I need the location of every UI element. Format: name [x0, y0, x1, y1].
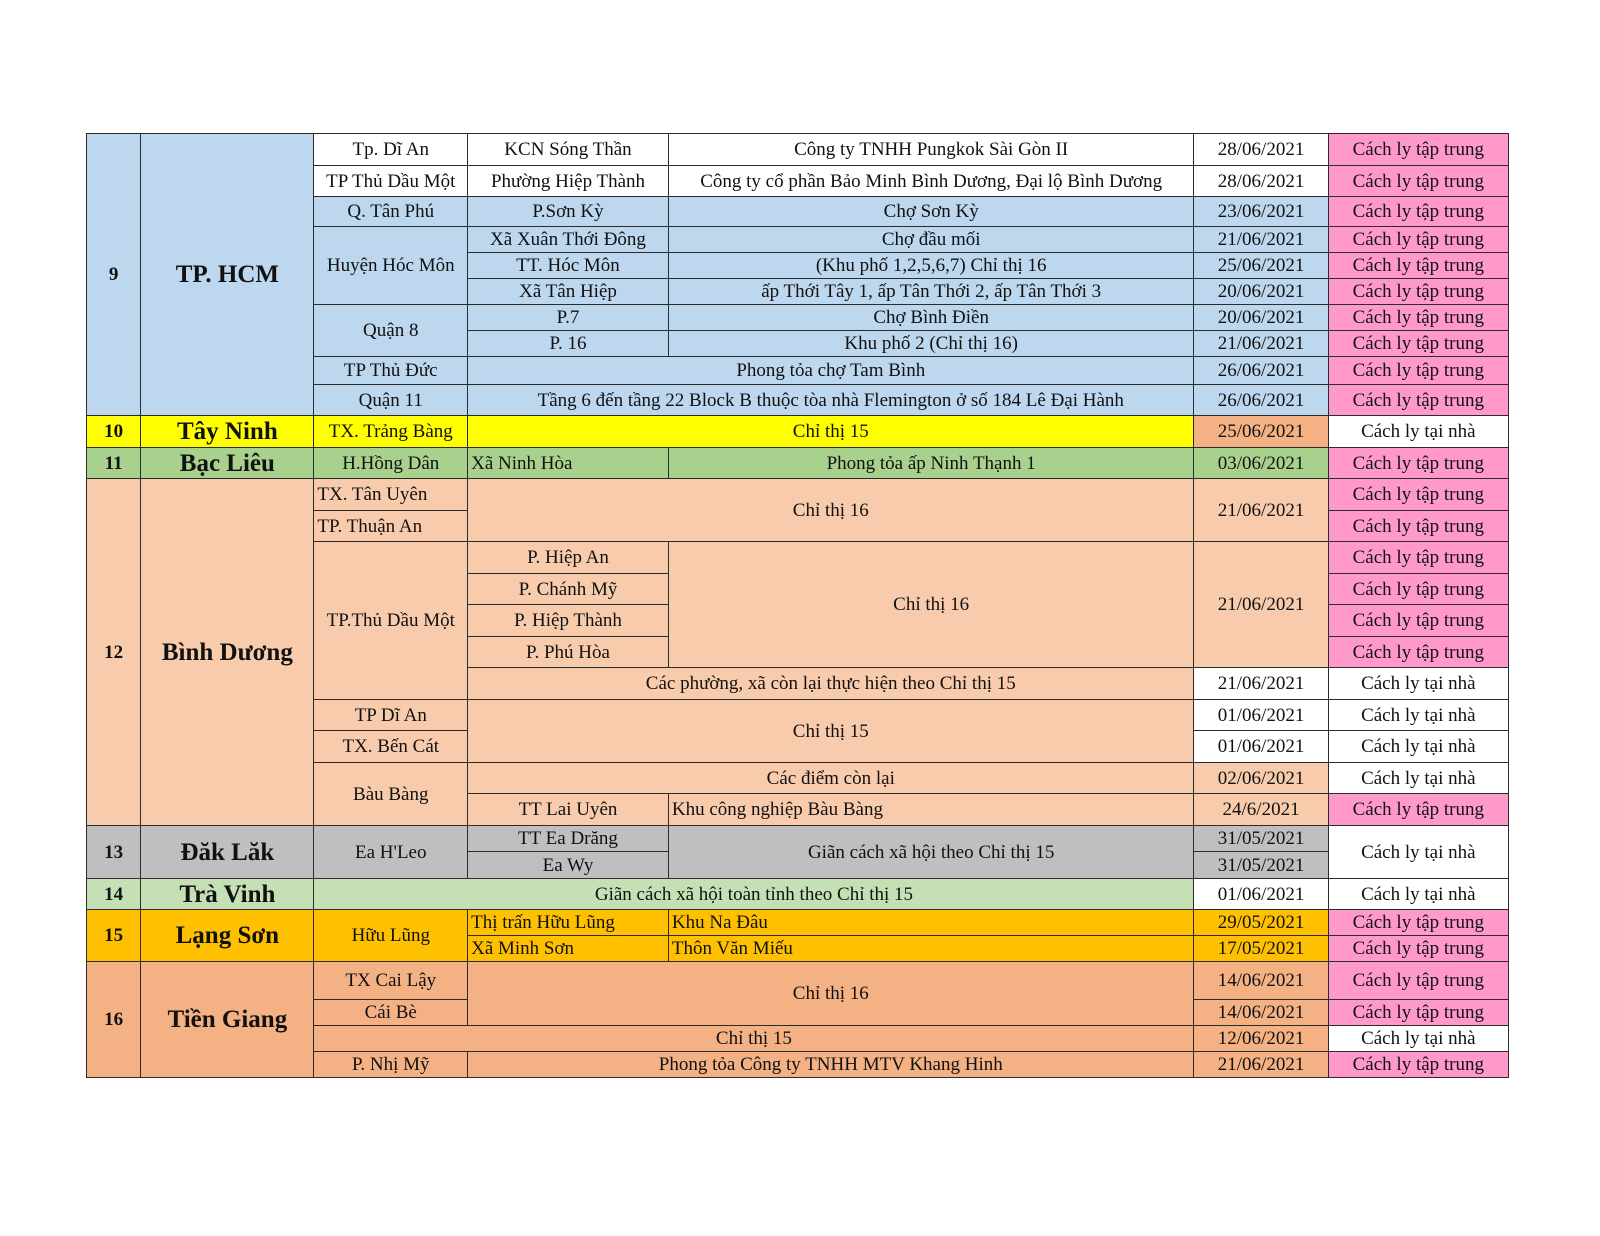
ward-cell: TT Ea Drăng	[468, 826, 669, 852]
place-cell: Chỉ thị 16	[468, 479, 1194, 542]
status-cell: Cách ly tại nhà	[1328, 1026, 1508, 1052]
ward-cell: Xã Tân Hiệp	[468, 279, 669, 305]
district-cell: Bàu Bàng	[314, 763, 468, 826]
status-cell: Cách ly tập trung	[1328, 542, 1508, 574]
place-cell: Các điểm còn lại	[468, 763, 1194, 794]
province-name: Tiền Giang	[141, 962, 314, 1078]
status-cell: Cách ly tập trung	[1328, 166, 1508, 197]
place-cell: Giãn cách xã hội theo Chỉ thị 15	[668, 826, 1194, 879]
status-cell: Cách ly tập trung	[1328, 479, 1508, 511]
place-cell: Khu phố 2 (Chỉ thị 16)	[668, 331, 1194, 357]
ward-cell: Xã Ninh Hòa	[468, 448, 669, 479]
ward-cell: TT Lai Uyên	[468, 794, 669, 826]
status-cell: Cách ly tập trung	[1328, 637, 1508, 668]
place-cell: Chợ Sơn Kỳ	[668, 197, 1194, 227]
district-cell: H.Hồng Dân	[314, 448, 468, 479]
place-cell: Chỉ thị 15	[314, 1026, 1194, 1052]
date-cell: 14/06/2021	[1194, 1000, 1328, 1026]
district-cell: Hữu Lũng	[314, 910, 468, 962]
date-cell: 29/05/2021	[1194, 910, 1328, 936]
place-cell: (Khu phố 1,2,5,6,7) Chỉ thị 16	[668, 253, 1194, 279]
ward-cell: Thị trấn Hữu Lũng	[468, 910, 669, 936]
status-cell: Cách ly tập trung	[1328, 574, 1508, 605]
place-cell: Chỉ thị 16	[468, 962, 1194, 1026]
status-cell: Cách ly tập trung	[1328, 910, 1508, 936]
date-cell: 21/06/2021	[1194, 668, 1328, 700]
place-cell: Chỉ thị 16	[668, 542, 1194, 668]
place-cell: Khu công nghiệp Bàu Bàng	[668, 794, 1194, 826]
place-cell: Phong tỏa Công ty TNHH MTV Khang Hinh	[468, 1052, 1194, 1078]
status-cell: Cách ly tập trung	[1328, 279, 1508, 305]
date-cell: 25/06/2021	[1194, 253, 1328, 279]
ward-cell: Xã Xuân Thới Đông	[468, 227, 669, 253]
place-cell: Khu Na Đâu	[668, 910, 1194, 936]
district-cell: TP Dĩ An	[314, 700, 468, 731]
date-cell: 21/06/2021	[1194, 479, 1328, 542]
district-cell: TX. Tân Uyên	[314, 479, 468, 511]
place-cell: Chợ đầu mối	[668, 227, 1194, 253]
status-cell: Cách ly tập trung	[1328, 331, 1508, 357]
ward-cell: Xã Minh Sơn	[468, 936, 669, 962]
date-cell: 01/06/2021	[1194, 700, 1328, 731]
ward-cell: P. Hiệp Thành	[468, 605, 669, 637]
date-cell: 21/06/2021	[1194, 1052, 1328, 1078]
date-cell: 21/06/2021	[1194, 227, 1328, 253]
date-cell: 02/06/2021	[1194, 763, 1328, 794]
date-cell: 21/06/2021	[1194, 542, 1328, 668]
place-cell: ấp Thới Tây 1, ấp Tân Thới 2, ấp Tân Thới 3	[668, 279, 1194, 305]
place-cell: Phong tỏa ấp Ninh Thạnh 1	[668, 448, 1194, 479]
ward-cell: KCN Sóng Thần	[468, 134, 669, 166]
status-cell: Cách ly tập trung	[1328, 1000, 1508, 1026]
ward-cell: P. 16	[468, 331, 669, 357]
quarantine-table	[86, 133, 1509, 1078]
status-cell: Cách ly tập trung	[1328, 253, 1508, 279]
status-cell: Cách ly tập trung	[1328, 794, 1508, 826]
district-cell: Q. Tân Phú	[314, 197, 468, 227]
ward-cell: P. Hiệp An	[468, 542, 669, 574]
date-cell: 23/06/2021	[1194, 197, 1328, 227]
district-cell: Cái Bè	[314, 1000, 468, 1026]
district-cell: TP.Thủ Dầu Một	[314, 542, 468, 700]
date-cell: 01/06/2021	[1194, 879, 1328, 910]
province-name: Bình Dương	[141, 479, 314, 826]
date-cell: 20/06/2021	[1194, 305, 1328, 331]
status-cell: Cách ly tại nhà	[1328, 879, 1508, 910]
place-cell: Các phường, xã còn lại thực hiện theo Chỉ thị 15	[468, 668, 1194, 700]
date-cell: 28/06/2021	[1194, 166, 1328, 197]
district-cell: Quận 8	[314, 305, 468, 357]
status-cell: Cách ly tập trung	[1328, 357, 1508, 385]
district-cell: TX Cai Lậy	[314, 962, 468, 1000]
province-number: 14	[87, 879, 141, 910]
district-cell: TP Thủ Dầu Một	[314, 166, 468, 197]
date-cell: 01/06/2021	[1194, 731, 1328, 763]
province-number: 9	[87, 134, 141, 416]
province-number: 12	[87, 479, 141, 826]
district-cell: Huyện Hóc Môn	[314, 227, 468, 305]
district-cell: Quận 11	[314, 385, 468, 416]
status-cell: Cách ly tập trung	[1328, 962, 1508, 1000]
district-cell: Ea H'Leo	[314, 826, 468, 879]
date-cell: 20/06/2021	[1194, 279, 1328, 305]
status-cell: Cách ly tại nhà	[1328, 731, 1508, 763]
status-cell: Cách ly tại nhà	[1328, 700, 1508, 731]
ward-cell: Ea Wy	[468, 852, 669, 879]
date-cell: 31/05/2021	[1194, 826, 1328, 852]
status-cell: Cách ly tập trung	[1328, 134, 1508, 166]
date-cell: 14/06/2021	[1194, 962, 1328, 1000]
district-cell: TX. Trảng Bàng	[314, 416, 468, 448]
status-cell: Cách ly tập trung	[1328, 511, 1508, 542]
province-name: Lạng Sơn	[141, 910, 314, 962]
place-cell: Chỉ thị 15	[468, 416, 1194, 448]
place-cell: Phong tỏa chợ Tam Bình	[468, 357, 1194, 385]
status-cell: Cách ly tại nhà	[1328, 668, 1508, 700]
status-cell: Cách ly tập trung	[1328, 385, 1508, 416]
date-cell: 24/6/2021	[1194, 794, 1328, 826]
status-cell: Cách ly tập trung	[1328, 227, 1508, 253]
place-cell: Chỉ thị 15	[468, 700, 1194, 763]
province-name: Trà Vinh	[141, 879, 314, 910]
ward-cell: P. Chánh Mỹ	[468, 574, 669, 605]
province-number: 16	[87, 962, 141, 1078]
date-cell: 03/06/2021	[1194, 448, 1328, 479]
province-name: Đăk Lăk	[141, 826, 314, 879]
status-cell: Cách ly tập trung	[1328, 197, 1508, 227]
date-cell: 31/05/2021	[1194, 852, 1328, 879]
province-number: 15	[87, 910, 141, 962]
place-cell: Giãn cách xã hội toàn tỉnh theo Chỉ thị 15	[314, 879, 1194, 910]
ward-cell: Phường Hiệp Thành	[468, 166, 669, 197]
province-number: 11	[87, 448, 141, 479]
ward-cell: P.7	[468, 305, 669, 331]
place-cell: Công ty cổ phần Bảo Minh Bình Dương, Đại lộ Bình Dương	[668, 166, 1194, 197]
province-number: 13	[87, 826, 141, 879]
date-cell: 26/06/2021	[1194, 357, 1328, 385]
status-cell: Cách ly tập trung	[1328, 936, 1508, 962]
province-name: Tây Ninh	[141, 416, 314, 448]
status-cell: Cách ly tại nhà	[1328, 416, 1508, 448]
ward-cell: P.Sơn Kỳ	[468, 197, 669, 227]
district-cell: TX. Bến Cát	[314, 731, 468, 763]
ward-cell: P. Phú Hòa	[468, 637, 669, 668]
status-cell: Cách ly tập trung	[1328, 1052, 1508, 1078]
date-cell: 25/06/2021	[1194, 416, 1328, 448]
ward-cell: TT. Hóc Môn	[468, 253, 669, 279]
place-cell: Chợ Bình Điền	[668, 305, 1194, 331]
date-cell: 28/06/2021	[1194, 134, 1328, 166]
province-name: TP. HCM	[141, 134, 314, 416]
date-cell: 12/06/2021	[1194, 1026, 1328, 1052]
province-number: 10	[87, 416, 141, 448]
status-cell: Cách ly tập trung	[1328, 605, 1508, 637]
status-cell: Cách ly tập trung	[1328, 448, 1508, 479]
date-cell: 26/06/2021	[1194, 385, 1328, 416]
province-name: Bạc Liêu	[141, 448, 314, 479]
place-cell: Công ty TNHH Pungkok Sài Gòn II	[668, 134, 1194, 166]
status-cell: Cách ly tại nhà	[1328, 763, 1508, 794]
date-cell: 17/05/2021	[1194, 936, 1328, 962]
district-cell: P. Nhị Mỹ	[314, 1052, 468, 1078]
district-cell: TP Thủ Đức	[314, 357, 468, 385]
place-cell: Thôn Văn Miếu	[668, 936, 1194, 962]
district-cell: Tp. Dĩ An	[314, 134, 468, 166]
place-cell: Tầng 6 đến tầng 22 Block B thuộc tòa nhà Flemington ở số 184 Lê Đại Hành	[468, 385, 1194, 416]
date-cell: 21/06/2021	[1194, 331, 1328, 357]
district-cell: TP. Thuận An	[314, 511, 468, 542]
status-cell: Cách ly tập trung	[1328, 305, 1508, 331]
status-cell: Cách ly tại nhà	[1328, 826, 1508, 879]
